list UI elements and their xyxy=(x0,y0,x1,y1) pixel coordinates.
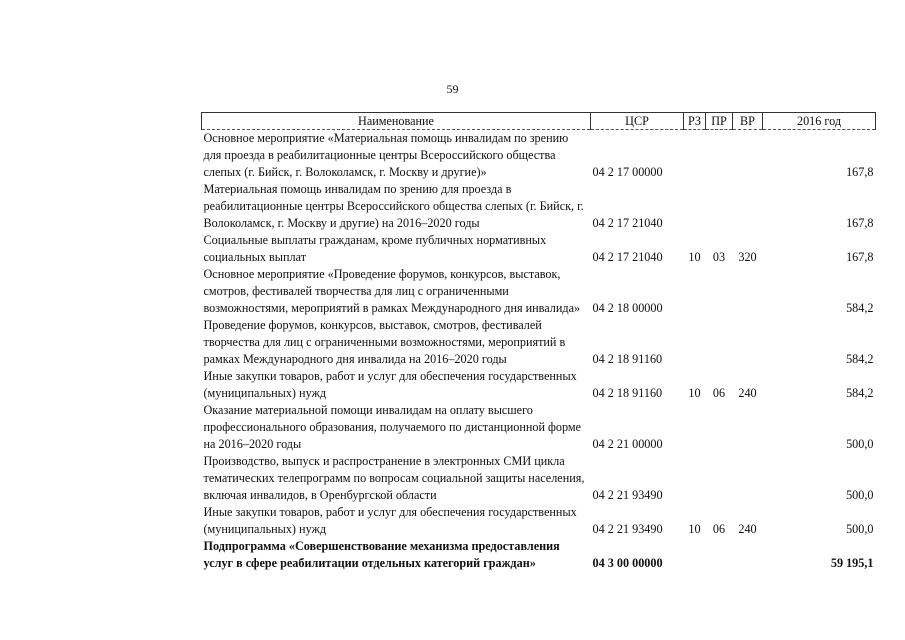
header-year: 2016 год xyxy=(763,113,876,130)
table-row xyxy=(202,317,876,368)
row-name: Иные закупки товаров, работ и услуг для обеспечения государственных (муниципальных) нужд xyxy=(203,505,577,536)
row-csr: 04 2 21 93490 xyxy=(592,522,663,536)
row-vr: 240 xyxy=(738,386,757,400)
row-csr: 04 2 21 00000 xyxy=(592,437,663,451)
row-vr xyxy=(733,181,763,232)
row-rz xyxy=(684,453,706,504)
page-number: 59 xyxy=(446,82,459,96)
row-csr: 04 2 18 91160 xyxy=(592,352,663,366)
budget-table xyxy=(201,112,876,572)
table-row xyxy=(202,504,876,538)
row-pr xyxy=(706,402,733,453)
row-vr xyxy=(733,538,763,572)
row-name: Социальные выплаты гражданам, кроме публичных нормативных социальных выплат xyxy=(203,233,547,264)
header-rz: РЗ xyxy=(684,113,706,130)
row-pr: 06 xyxy=(712,386,726,400)
row-amount: 59 195,1 xyxy=(830,556,874,570)
row-csr: 04 2 18 91160 xyxy=(592,386,663,400)
row-vr xyxy=(733,453,763,504)
table-row xyxy=(202,368,876,402)
row-amount: 500,0 xyxy=(846,488,874,502)
row-pr xyxy=(706,130,733,182)
row-rz xyxy=(684,130,706,182)
row-csr: 04 2 21 93490 xyxy=(592,488,663,502)
table-row xyxy=(202,453,876,504)
table-row xyxy=(202,402,876,453)
row-pr xyxy=(706,453,733,504)
row-rz xyxy=(684,181,706,232)
row-rz xyxy=(684,402,706,453)
row-amount: 167,8 xyxy=(846,250,874,264)
row-name: Проведение форумов, конкурсов, выставок, смотров, фестивалей творчества для лиц с ограниченными возможностями, мероприятий в рамках Международного дня инвалида на 2016–2020 годы xyxy=(203,318,566,366)
row-amount: 500,0 xyxy=(846,437,874,451)
row-pr xyxy=(706,266,733,317)
table-row xyxy=(202,266,876,317)
row-name: Иные закупки товаров, работ и услуг для обеспечения государственных (муниципальных) нужд xyxy=(203,369,577,400)
row-rz: 10 xyxy=(688,386,701,400)
header-pr: ПР xyxy=(706,113,733,130)
table-row xyxy=(202,130,876,182)
row-pr xyxy=(706,181,733,232)
header-csr: ЦСР xyxy=(591,113,684,130)
row-pr: 06 xyxy=(712,522,726,536)
row-vr xyxy=(733,402,763,453)
row-vr xyxy=(733,130,763,182)
row-name: Материальная помощь инвалидам по зрению для проезда в реабилитационные центры Всероссийского общества слепых (г. Бийск, г. Волоколамск, г. Москву и другие) на 2016–2020 годы xyxy=(203,182,584,230)
row-csr: 04 2 18 00000 xyxy=(592,301,663,315)
row-pr xyxy=(706,538,733,572)
row-vr xyxy=(733,317,763,368)
row-rz xyxy=(684,317,706,368)
row-name: Оказание материальной помощи инвалидам на оплату высшего профессионального образования, получаемого по дистанционной форме на 2016–2020 годы xyxy=(203,403,582,451)
row-name: Подпрограмма «Совершенствование механизма предоставления услуг в сфере реабилитации отдельных категорий граждан» xyxy=(203,539,560,570)
row-amount: 584,2 xyxy=(846,352,874,366)
row-amount: 584,2 xyxy=(846,386,874,400)
row-rz xyxy=(684,538,706,572)
table-body xyxy=(202,130,876,573)
row-csr: 04 3 00 00000 xyxy=(592,556,663,570)
header-name: Наименование xyxy=(202,113,591,130)
table-row xyxy=(202,181,876,232)
row-amount: 167,8 xyxy=(846,165,874,179)
table-row xyxy=(202,232,876,266)
table-row xyxy=(202,538,876,572)
row-rz: 10 xyxy=(688,522,701,536)
row-amount: 500,0 xyxy=(846,522,874,536)
row-vr xyxy=(733,266,763,317)
row-vr: 320 xyxy=(738,250,757,264)
table-header-row xyxy=(202,113,876,130)
row-rz: 10 xyxy=(688,250,701,264)
row-name: Основное мероприятие «Проведение форумов, конкурсов, выставок, смотров, фестивалей творчества для лиц с ограниченными возможностями, мероприятий в рамках Международного дня инвалида» xyxy=(203,267,581,315)
row-pr: 03 xyxy=(712,250,726,264)
row-name: Основное мероприятие «Материальная помощь инвалидам по зрению для проезда в реабилитационные центры Всероссийского общества слепых (г. Бийск, г. Волоколамск, г. Москву и другие)» xyxy=(203,131,569,179)
row-name: Производство, выпуск и распространение в электронных СМИ цикла тематических телепрограмм по вопросам социальной защиты населения, включая инвалидов, в Оренбургской области xyxy=(203,454,585,502)
row-amount: 584,2 xyxy=(846,301,874,315)
row-rz xyxy=(684,266,706,317)
row-csr: 04 2 17 21040 xyxy=(592,250,663,264)
header-vr: ВР xyxy=(733,113,763,130)
row-pr xyxy=(706,317,733,368)
row-csr: 04 2 17 00000 xyxy=(592,165,663,179)
row-amount: 167,8 xyxy=(846,216,874,230)
row-csr: 04 2 17 21040 xyxy=(592,216,663,230)
row-vr: 240 xyxy=(738,522,757,536)
